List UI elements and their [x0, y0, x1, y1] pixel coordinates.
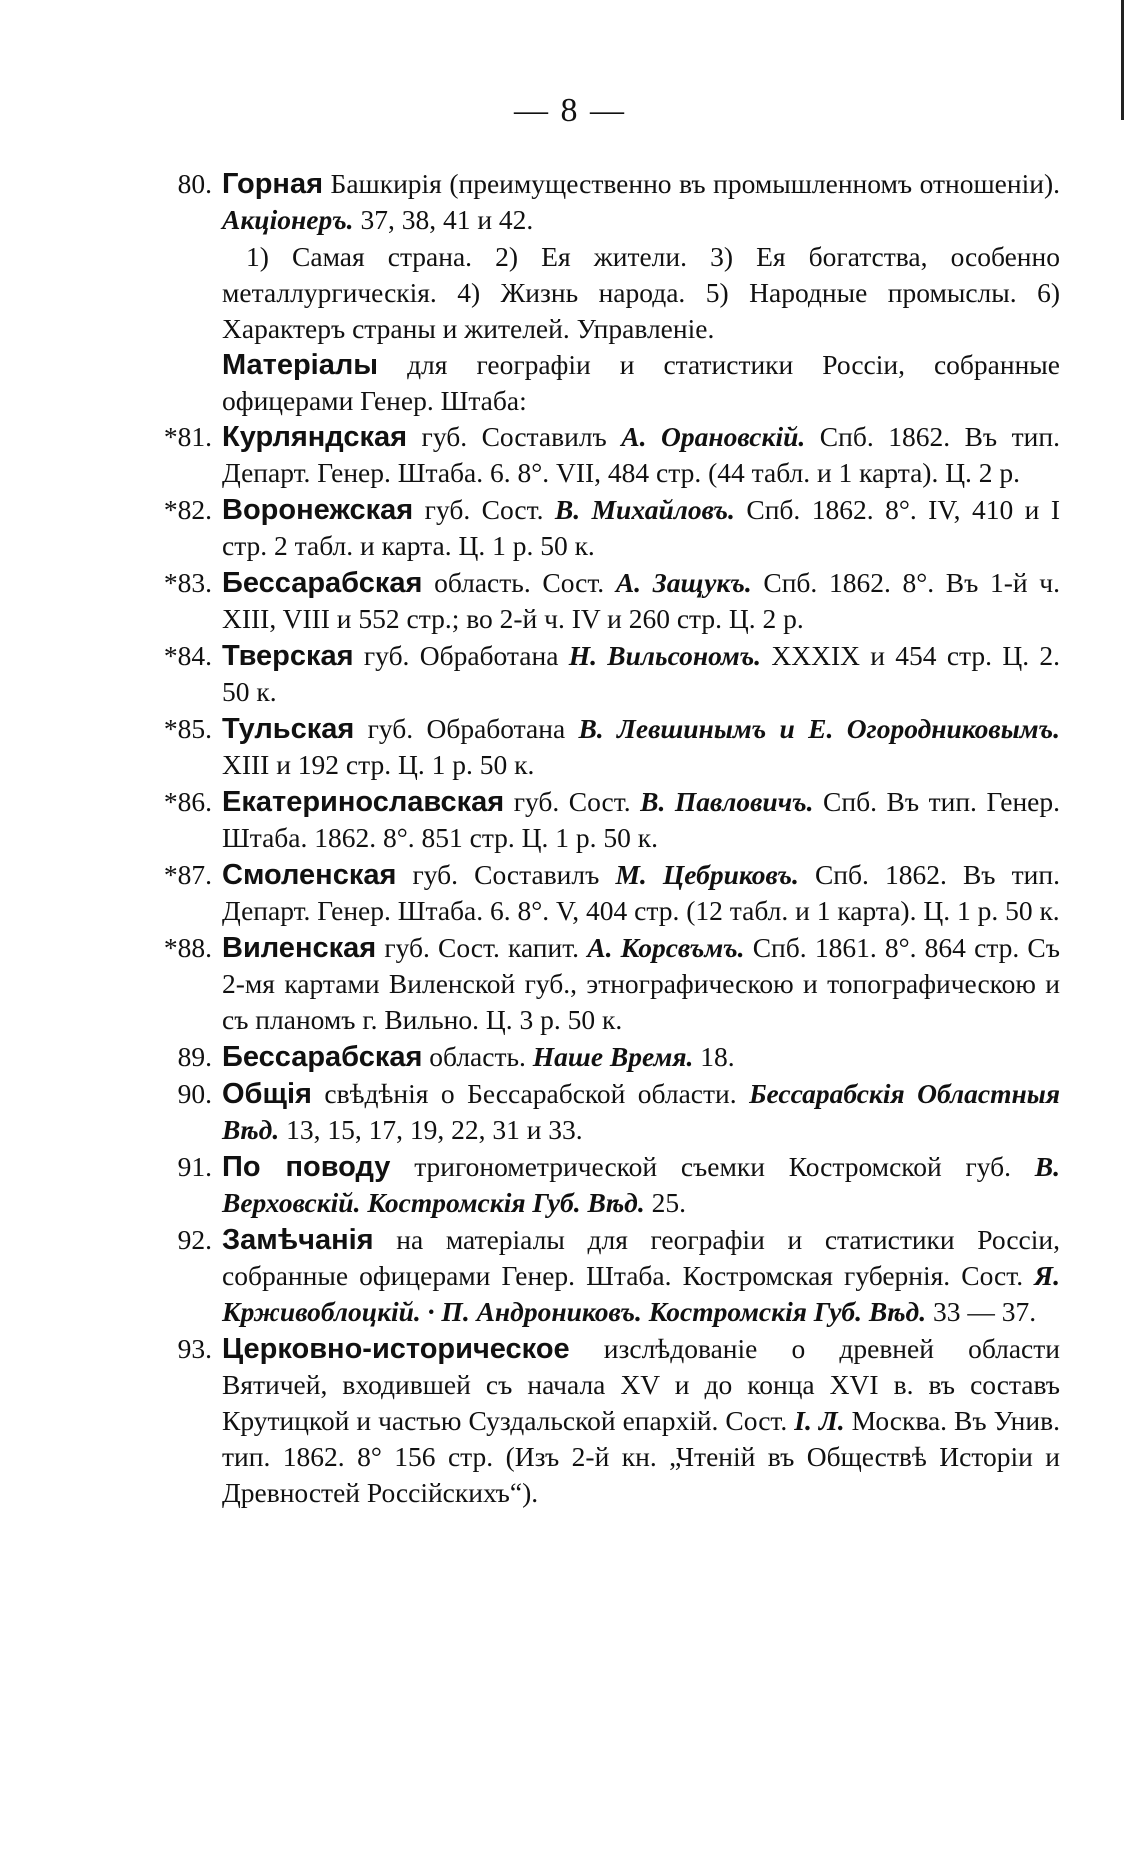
section-heading	[222, 347, 1060, 419]
entry-title: Бессарабская	[222, 567, 423, 599]
entry-author: А. Защукъ.	[615, 567, 752, 598]
entry-body	[222, 492, 1060, 564]
entry-text: на матеріалы для географіи и статистики Россіи, собранные офицерами Генер. Штаба. Костромская губернія. Сост.	[222, 1224, 1060, 1291]
entry-body	[222, 1331, 1060, 1511]
entry-number: *86.	[163, 786, 212, 817]
entry-82	[160, 492, 1060, 564]
entry-tail: XXXIX и 454 стр. Ц. 2. 50 к.	[222, 640, 1061, 707]
entry-source: Бессарабскія Областныя Вѣд.	[222, 1078, 1060, 1145]
entry-tail: Спб. 1862. 8°. IV, 410 и I стр. 2 табл. и карта. Ц. 1 р. 50 к.	[222, 494, 1060, 561]
entry-tail: 33 — 37.	[926, 1296, 1037, 1327]
entry-86	[160, 784, 1060, 856]
entry-number: 80.	[177, 168, 212, 199]
entry-text: губ. Обработана	[353, 640, 569, 671]
entry-title: Воронежская	[222, 494, 414, 526]
entry-text: губ. Составилъ	[396, 859, 616, 890]
entry-body	[222, 419, 1060, 491]
entry-84	[160, 638, 1060, 710]
entry-source: Я. Крживоблоцкій. · П. Андрониковъ. Костромскія Губ. Вѣд.	[222, 1260, 1060, 1327]
entry-list	[160, 166, 1060, 1512]
entry-source: Наше Время.	[532, 1041, 694, 1072]
entry-title: Тверская	[222, 640, 354, 672]
entry-text: губ. Сост.	[413, 494, 555, 525]
entry-tail: Спб. 1862. Въ тип. Департ. Генер. Штаба. 6. 8°. V, 404 стр. (12 табл. и 1 карта). Ц. 1 р. 50 к.	[222, 859, 1060, 926]
entry-80-contents: 1) Самая страна. 2) Ея жители. 3) Ея богатства, особенно металлургическія. 4) Жизнь народа. 5) Народные промыслы. 6) Характеръ страны и жителей. Управленіе.	[222, 241, 1060, 344]
entry-number: *84.	[163, 640, 212, 671]
entry-number: *82.	[163, 494, 212, 525]
entry-83	[160, 565, 1060, 637]
entry-title: Смоленская	[222, 859, 397, 891]
entry-number: *88.	[163, 932, 212, 963]
section-title: Матеріалы	[222, 349, 379, 381]
entry-body	[222, 1076, 1060, 1148]
entry-number: 89.	[177, 1041, 212, 1072]
entry-body	[222, 1149, 1060, 1221]
entry-title: Горная	[222, 168, 323, 200]
entry-author: В. Левшинымъ и Е. Огородниковымъ.	[578, 713, 1061, 744]
entry-tail: Спб. 1862. Въ тип. Департ. Генер. Штаба. 6. 8°. VII, 484 стр. (44 табл. и 1 карта). Ц. 2 р.	[222, 421, 1060, 488]
entry-body	[222, 1222, 1060, 1330]
entry-author: Н. Вильсономъ.	[568, 640, 762, 671]
entry-number: 92.	[177, 1224, 212, 1255]
entry-title: Екатеринославская	[222, 786, 505, 818]
entry-number: *87.	[163, 859, 212, 890]
entry-body	[222, 1039, 1060, 1075]
entry-number: 91.	[177, 1151, 212, 1182]
entry-85	[160, 711, 1060, 783]
entry-author: I. Л.	[794, 1405, 845, 1436]
entry-tail: XIII и 192 стр. Ц. 1 р. 50 к.	[222, 749, 535, 780]
entry-text: Башкирія (преимущественно въ промышленномъ отношеніи).	[323, 168, 1060, 199]
entry-tail: Спб. 1862. 8°. Въ 1-й ч. XIII, VIII и 552 стр.; во 2-й ч. IV и 260 стр. Ц. 2 р.	[222, 567, 1060, 634]
entry-87	[160, 857, 1060, 929]
entry-tail: 37, 38, 41 и 42.	[353, 204, 534, 235]
entry-body	[222, 565, 1060, 637]
entry-author: В. Павловичъ.	[640, 786, 814, 817]
entry-title: Церковно-историческое	[222, 1333, 570, 1365]
entry-text: губ. Сост. капит.	[376, 932, 588, 963]
entry-text: область.	[422, 1041, 533, 1072]
entry-tail: 13, 15, 17, 19, 22, 31 и 33.	[279, 1114, 583, 1145]
page-number: — 8 —	[514, 92, 626, 129]
entry-text: губ. Составилъ	[407, 421, 622, 452]
entry-text: изслѣдованіе о древней области Вятичей, входившей съ начала XV и до конца XVI в. въ составъ Крутицкой и частью Суздальской епархій. Сост.	[222, 1333, 1060, 1436]
entry-source: Акціонеръ.	[222, 204, 354, 235]
entry-title: Замѣчанія	[222, 1224, 374, 1256]
entry-tail: Москва. Въ Унив. тип. 1862. 8° 156 стр. (Изъ 2-й кн. „Чтеній въ Обществѣ Исторіи и Древностей Россійскихъ“).	[222, 1405, 1060, 1508]
entry-title: Курляндская	[222, 421, 408, 453]
entry-tail: Спб. 1861. 8°. 864 стр. Съ 2-мя картами Виленской губ., этнографическою и топографическою и съ планомъ г. Вильно. Ц. 3 р. 50 к.	[222, 932, 1060, 1035]
entry-81	[160, 419, 1060, 491]
entry-80	[160, 166, 1060, 238]
entry-body	[222, 638, 1060, 710]
entry-body	[222, 930, 1060, 1038]
entry-body	[222, 784, 1060, 856]
entry-89	[160, 1039, 1060, 1075]
entry-source: В. Верховскій. Костромскія Губ. Вѣд.	[222, 1151, 1061, 1218]
entry-tail: Спб. Въ тип. Генер. Штаба. 1862. 8°. 851 стр. Ц. 1 р. 50 к.	[222, 786, 1061, 853]
entry-author: В. Михайловъ.	[554, 494, 735, 525]
entry-title: По поводу	[222, 1151, 391, 1183]
entry-90	[160, 1076, 1060, 1148]
entry-number: 90.	[177, 1078, 212, 1109]
entry-tail: 18.	[693, 1041, 735, 1072]
entry-title: Тульская	[222, 713, 355, 745]
entry-author: М. Цебриковъ.	[615, 859, 799, 890]
entry-92	[160, 1222, 1060, 1330]
entry-text: свѣдѣнія о Бессарабской области.	[311, 1078, 750, 1109]
entry-body	[222, 857, 1060, 929]
entry-88	[160, 930, 1060, 1038]
entry-text: область. Сост.	[422, 567, 616, 598]
entry-body	[222, 166, 1060, 238]
entry-title: Виленская	[222, 932, 377, 964]
entry-title: Общія	[222, 1078, 312, 1110]
entry-91	[160, 1149, 1060, 1221]
entry-body	[222, 711, 1060, 783]
entry-text: губ. Сост.	[504, 786, 641, 817]
entry-tail: 25.	[644, 1187, 686, 1218]
entry-title: Бессарабская	[222, 1041, 423, 1073]
entry-number: *85.	[163, 713, 212, 744]
entry-text: губ. Обработана	[354, 713, 579, 744]
entry-number: 93.	[177, 1333, 212, 1364]
entry-93	[160, 1331, 1060, 1511]
section-text: для географіи и статистики Россіи, собранные офицерами Генер. Штаба:	[222, 349, 1060, 416]
entry-text: тригонометрической съемки Костромской губ.	[390, 1151, 1035, 1182]
entry-number: *81.	[163, 421, 212, 452]
entry-author: А. Корсвъмъ.	[587, 932, 745, 963]
entry-author: А. Орановскій.	[621, 421, 806, 452]
entry-number: *83.	[163, 567, 212, 598]
